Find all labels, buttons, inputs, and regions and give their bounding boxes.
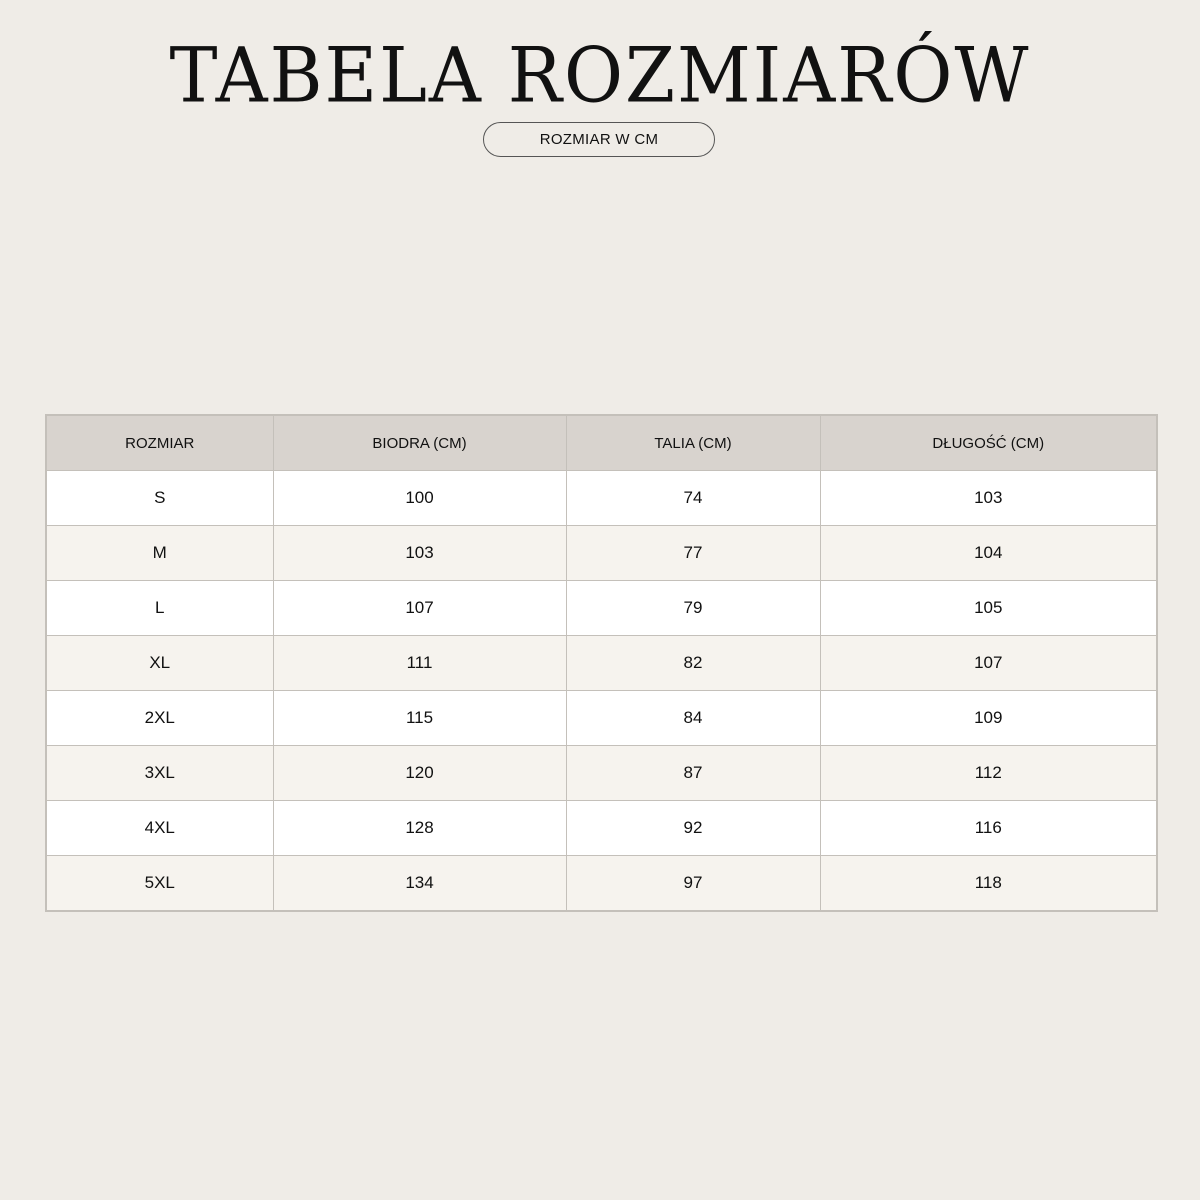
cell-hips: 111 — [273, 636, 566, 691]
table-row — [46, 636, 1157, 691]
size-table — [45, 414, 1158, 912]
table-row — [46, 581, 1157, 636]
cell-waist: 74 — [566, 471, 820, 526]
cell-hips: 115 — [273, 691, 566, 746]
cell-hips: 128 — [273, 801, 566, 856]
cell-size: 3XL — [46, 746, 273, 801]
cell-waist: 87 — [566, 746, 820, 801]
header-waist: TALIA (CM) — [566, 415, 820, 471]
table-row — [46, 526, 1157, 581]
cell-length: 112 — [820, 746, 1157, 801]
table-row — [46, 691, 1157, 746]
cell-length: 109 — [820, 691, 1157, 746]
header-size: ROZMIAR — [46, 415, 273, 471]
cell-size: S — [46, 471, 273, 526]
cell-size: XL — [46, 636, 273, 691]
units-badge: ROZMIAR W CM — [483, 122, 715, 157]
cell-waist: 77 — [566, 526, 820, 581]
cell-hips: 120 — [273, 746, 566, 801]
cell-waist: 82 — [566, 636, 820, 691]
table-row — [46, 856, 1157, 912]
cell-waist: 79 — [566, 581, 820, 636]
cell-waist: 84 — [566, 691, 820, 746]
table-header-row — [46, 415, 1157, 471]
cell-size: 2XL — [46, 691, 273, 746]
cell-length: 118 — [820, 856, 1157, 912]
cell-waist: 97 — [566, 856, 820, 912]
header-hips: BIODRA (CM) — [273, 415, 566, 471]
cell-length: 107 — [820, 636, 1157, 691]
cell-hips: 100 — [273, 471, 566, 526]
cell-length: 105 — [820, 581, 1157, 636]
cell-hips: 134 — [273, 856, 566, 912]
cell-length: 104 — [820, 526, 1157, 581]
table-row — [46, 746, 1157, 801]
cell-waist: 92 — [566, 801, 820, 856]
cell-size: 4XL — [46, 801, 273, 856]
cell-size: 5XL — [46, 856, 273, 912]
header-length: DŁUGOŚĆ (CM) — [820, 415, 1157, 471]
table-row — [46, 801, 1157, 856]
cell-length: 116 — [820, 801, 1157, 856]
cell-hips: 103 — [273, 526, 566, 581]
cell-hips: 107 — [273, 581, 566, 636]
cell-size: M — [46, 526, 273, 581]
cell-size: L — [46, 581, 273, 636]
cell-length: 103 — [820, 471, 1157, 526]
table-row — [46, 471, 1157, 526]
page-title: TABELA ROZMIARÓW — [169, 30, 1031, 120]
